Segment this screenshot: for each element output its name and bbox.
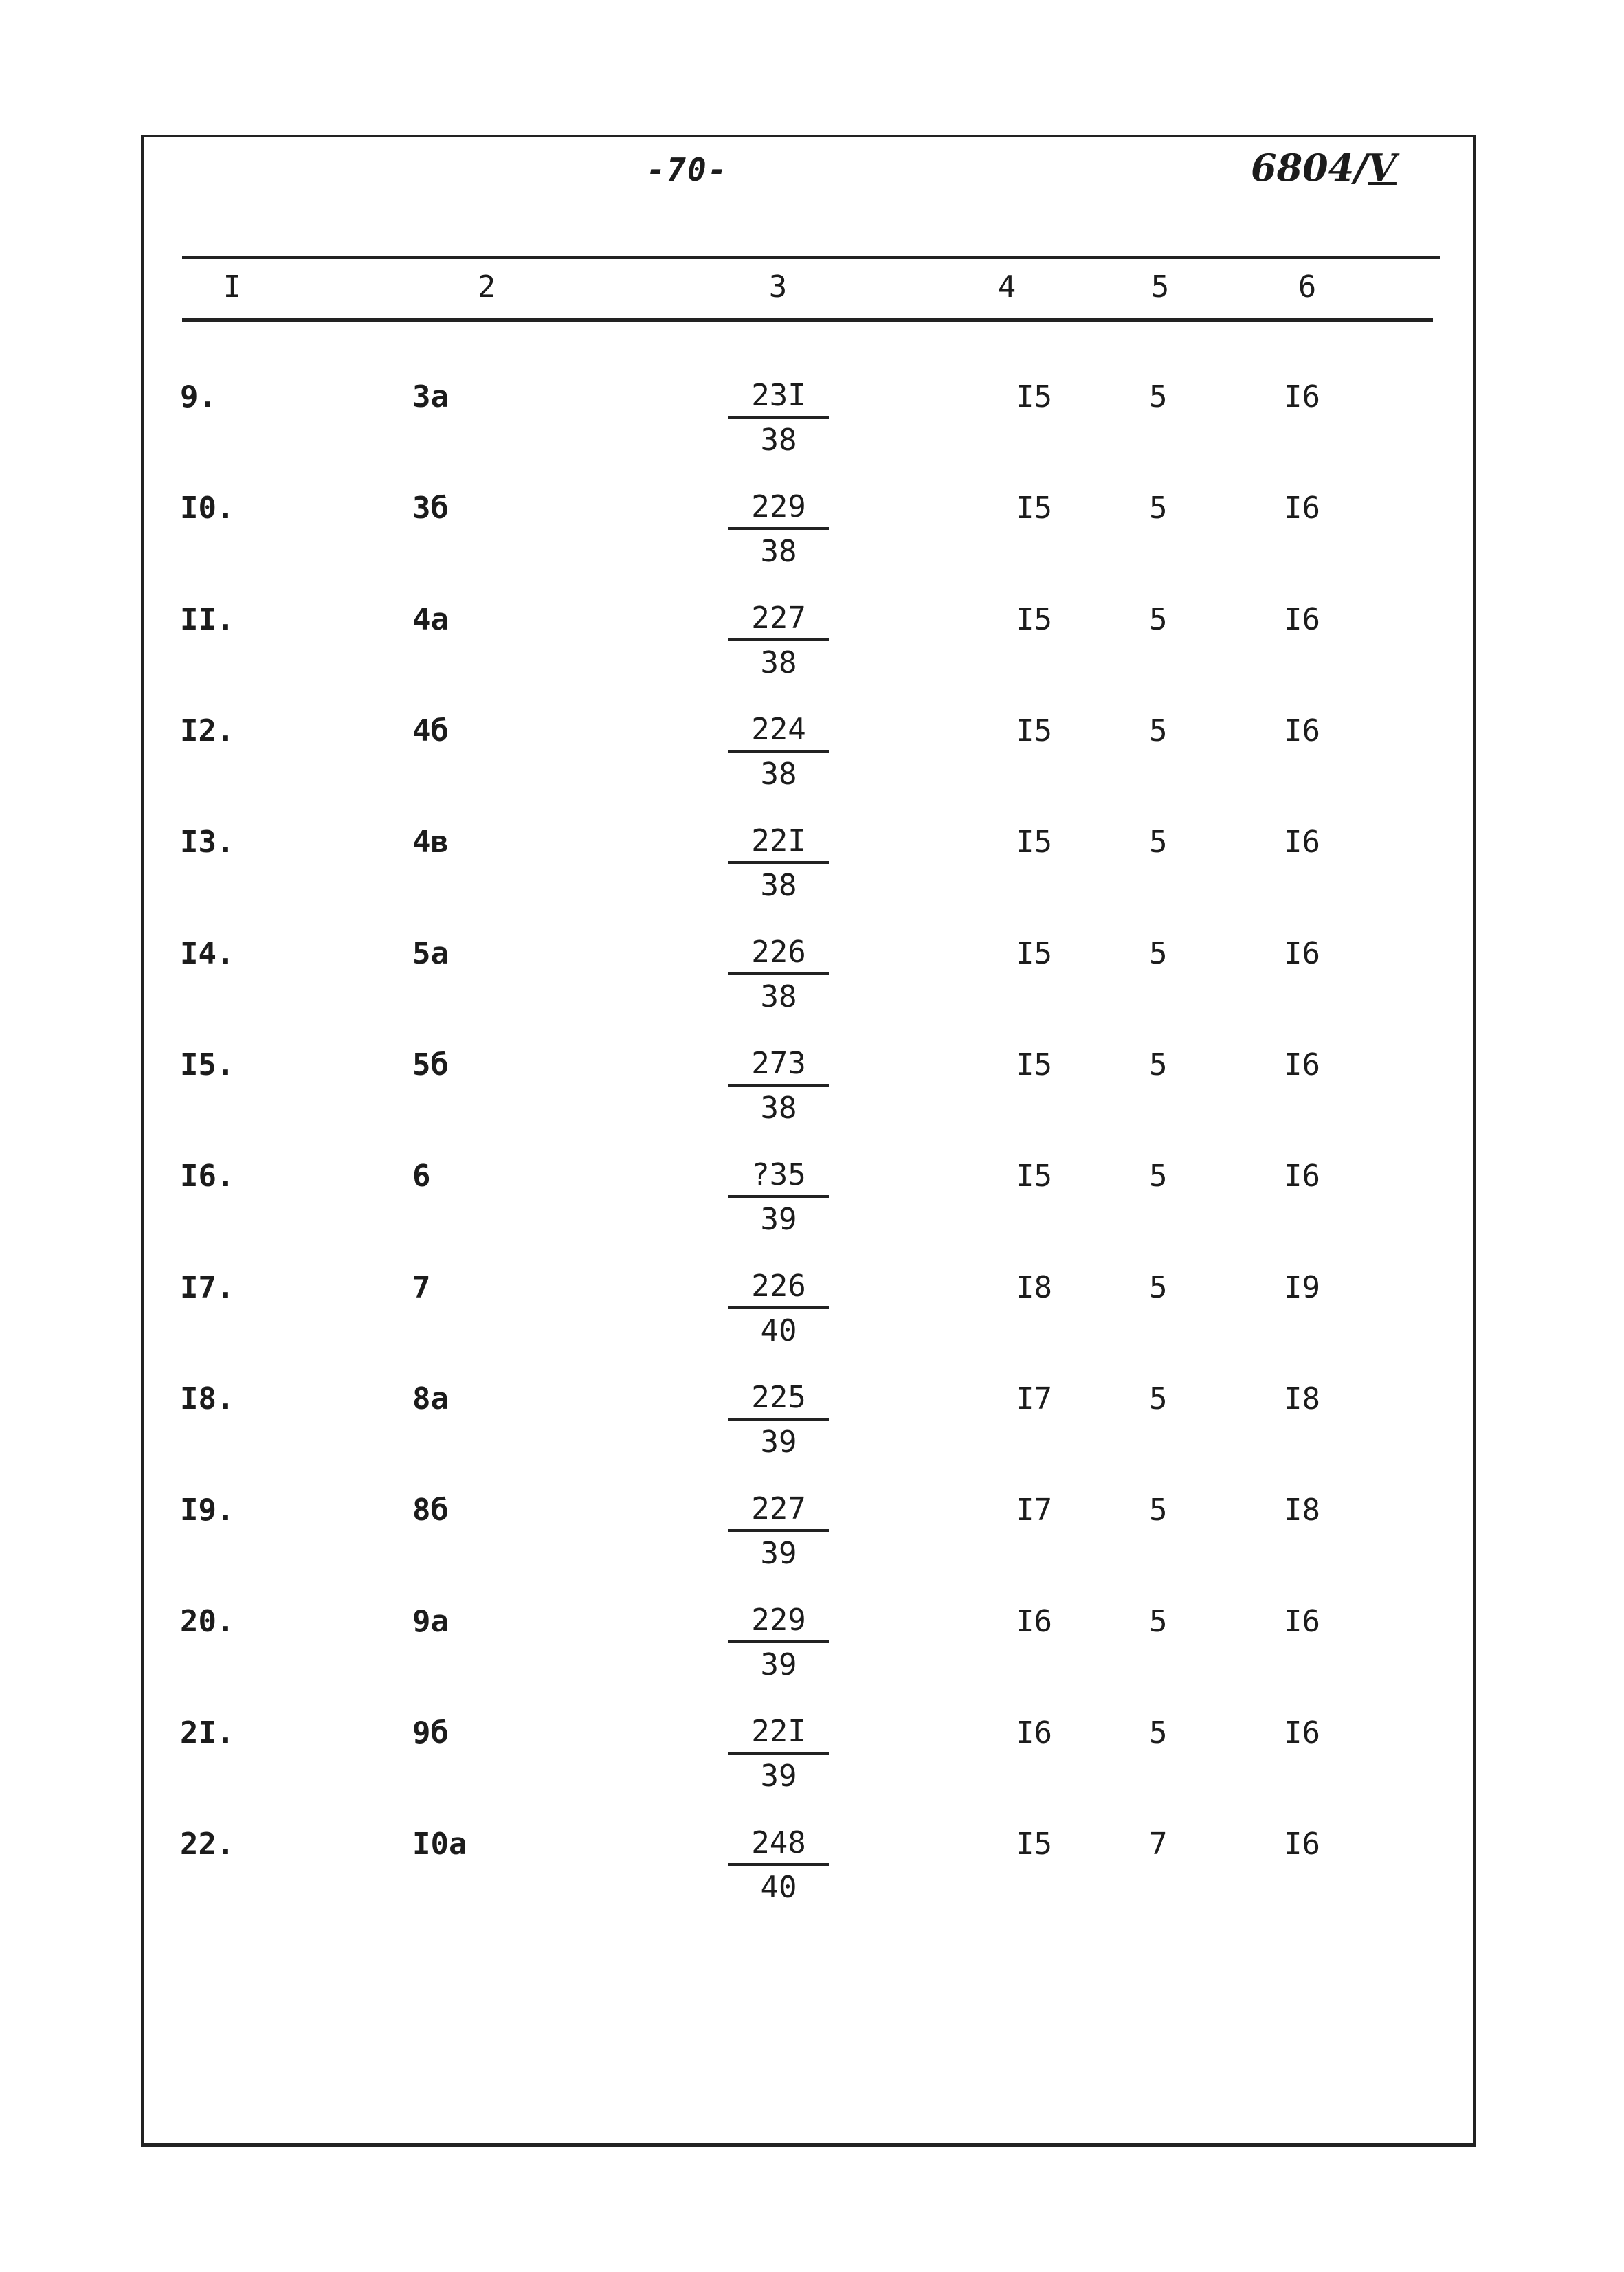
table-row bbox=[0, 491, 1624, 602]
plot-id: 7 bbox=[412, 1270, 431, 1305]
column-4-value: I7 bbox=[1016, 1381, 1052, 1416]
table-row bbox=[0, 1270, 1624, 1381]
column-5-value: 5 bbox=[1149, 1715, 1168, 1750]
column-4-value: I5 bbox=[1016, 379, 1052, 414]
column-4-value: I5 bbox=[1016, 1827, 1052, 1862]
row-number: 20. bbox=[180, 1604, 235, 1639]
fraction-denominator: 38 bbox=[760, 979, 797, 1014]
table-row bbox=[0, 1715, 1624, 1827]
plot-id: 4б bbox=[412, 713, 449, 748]
column-6-value: I6 bbox=[1284, 1827, 1320, 1862]
column-4-value: I5 bbox=[1016, 1159, 1052, 1194]
column-6-value: I8 bbox=[1284, 1381, 1320, 1416]
row-number: I2. bbox=[180, 713, 235, 748]
column-4-value: I6 bbox=[1016, 1604, 1052, 1639]
table-row bbox=[0, 713, 1624, 825]
table-row bbox=[0, 1381, 1624, 1493]
column-4-value: I5 bbox=[1016, 713, 1052, 748]
fraction bbox=[727, 1046, 830, 1126]
row-number: 2I. bbox=[180, 1715, 235, 1750]
column-header-4: 4 bbox=[997, 269, 1016, 304]
column-header-3: 3 bbox=[768, 269, 788, 304]
table-row bbox=[0, 1604, 1624, 1715]
column-5-value: 5 bbox=[1149, 491, 1168, 526]
column-6-value: I6 bbox=[1284, 1159, 1320, 1194]
row-number: I7. bbox=[180, 1270, 235, 1305]
column-header-1: I bbox=[223, 269, 242, 304]
fraction-numerator: 225 bbox=[728, 1380, 829, 1421]
column-4-value: I5 bbox=[1016, 602, 1052, 637]
fraction bbox=[727, 1491, 830, 1571]
column-4-value: I5 bbox=[1016, 825, 1052, 860]
fraction-denominator: 39 bbox=[760, 1647, 797, 1682]
column-header-5: 5 bbox=[1150, 269, 1170, 304]
table-header-rule bbox=[182, 318, 1433, 322]
fraction bbox=[727, 823, 830, 903]
archive-code-main: 6804/ bbox=[1251, 146, 1368, 190]
column-6-value: I6 bbox=[1284, 491, 1320, 526]
column-5-value: 5 bbox=[1149, 1047, 1168, 1082]
column-5-value: 5 bbox=[1149, 1493, 1168, 1528]
table-row bbox=[0, 1827, 1624, 1938]
page-number: -70- bbox=[646, 151, 728, 188]
row-number: 22. bbox=[180, 1827, 235, 1862]
column-4-value: I7 bbox=[1016, 1493, 1052, 1528]
fraction-numerator: 229 bbox=[728, 489, 829, 530]
archive-code-suffix: V bbox=[1368, 146, 1397, 190]
fraction-denominator: 40 bbox=[760, 1870, 797, 1905]
fraction bbox=[727, 601, 830, 680]
column-5-value: 5 bbox=[1149, 1604, 1168, 1639]
fraction-numerator: 23I bbox=[728, 378, 829, 419]
fraction-denominator: 40 bbox=[760, 1313, 797, 1348]
row-number: I4. bbox=[180, 936, 235, 971]
row-number: II. bbox=[180, 602, 235, 637]
fraction bbox=[727, 712, 830, 792]
column-6-value: I8 bbox=[1284, 1493, 1320, 1528]
column-5-value: 7 bbox=[1149, 1827, 1168, 1862]
column-4-value: I6 bbox=[1016, 1715, 1052, 1750]
fraction bbox=[727, 1157, 830, 1237]
table-row bbox=[0, 602, 1624, 713]
column-5-value: 5 bbox=[1149, 936, 1168, 971]
fraction-denominator: 38 bbox=[760, 645, 797, 680]
fraction-denominator: 38 bbox=[760, 868, 797, 903]
column-4-value: I5 bbox=[1016, 491, 1052, 526]
fraction bbox=[727, 1825, 830, 1905]
table-row bbox=[0, 825, 1624, 936]
column-5-value: 5 bbox=[1149, 379, 1168, 414]
column-6-value: I9 bbox=[1284, 1270, 1320, 1305]
fraction-denominator: 38 bbox=[760, 1091, 797, 1126]
archive-code bbox=[1251, 146, 1436, 190]
column-6-value: I6 bbox=[1284, 602, 1320, 637]
column-5-value: 5 bbox=[1149, 1381, 1168, 1416]
row-number: I3. bbox=[180, 825, 235, 860]
fraction-numerator: 227 bbox=[728, 1491, 829, 1532]
column-5-value: 5 bbox=[1149, 1159, 1168, 1194]
table-row bbox=[0, 1159, 1624, 1270]
column-4-value: I5 bbox=[1016, 936, 1052, 971]
row-number: I6. bbox=[180, 1159, 235, 1194]
column-6-value: I6 bbox=[1284, 1604, 1320, 1639]
fraction-numerator: 229 bbox=[728, 1603, 829, 1643]
row-number: I9. bbox=[180, 1493, 235, 1528]
fraction-numerator: 248 bbox=[728, 1825, 829, 1866]
row-number: 9. bbox=[180, 379, 216, 414]
plot-id: 5б bbox=[412, 1047, 449, 1082]
fraction-denominator: 39 bbox=[760, 1536, 797, 1571]
column-4-value: I5 bbox=[1016, 1047, 1052, 1082]
fraction bbox=[727, 935, 830, 1014]
fraction-denominator: 39 bbox=[760, 1425, 797, 1460]
fraction-denominator: 39 bbox=[760, 1202, 797, 1237]
plot-id: I0а bbox=[412, 1827, 467, 1862]
fraction bbox=[727, 378, 830, 458]
column-6-value: I6 bbox=[1284, 825, 1320, 860]
fraction-numerator: 224 bbox=[728, 712, 829, 753]
row-number: I0. bbox=[180, 491, 235, 526]
row-number: I5. bbox=[180, 1047, 235, 1082]
table-row bbox=[0, 1047, 1624, 1159]
column-header-6: 6 bbox=[1298, 269, 1317, 304]
column-6-value: I6 bbox=[1284, 1715, 1320, 1750]
column-6-value: I6 bbox=[1284, 379, 1320, 414]
table-row bbox=[0, 1493, 1624, 1604]
column-5-value: 5 bbox=[1149, 825, 1168, 860]
fraction bbox=[727, 1380, 830, 1460]
column-6-value: I6 bbox=[1284, 936, 1320, 971]
fraction bbox=[727, 1714, 830, 1794]
fraction-denominator: 38 bbox=[760, 423, 797, 458]
plot-id: 9б bbox=[412, 1715, 449, 1750]
fraction-numerator: 22I bbox=[728, 823, 829, 864]
plot-id: 8а bbox=[412, 1381, 449, 1416]
plot-id: 5а bbox=[412, 936, 449, 971]
row-number: I8. bbox=[180, 1381, 235, 1416]
column-6-value: I6 bbox=[1284, 713, 1320, 748]
fraction-denominator: 38 bbox=[760, 757, 797, 792]
plot-id: 9а bbox=[412, 1604, 449, 1639]
fraction-denominator: 38 bbox=[760, 534, 797, 569]
plot-id: 6 bbox=[412, 1159, 431, 1194]
plot-id: 4а bbox=[412, 602, 449, 637]
fraction-numerator: ?35 bbox=[728, 1157, 829, 1198]
fraction-denominator: 39 bbox=[760, 1759, 797, 1794]
fraction bbox=[727, 1603, 830, 1682]
fraction-numerator: 227 bbox=[728, 601, 829, 641]
table-top-rule bbox=[182, 256, 1440, 259]
column-5-value: 5 bbox=[1149, 602, 1168, 637]
plot-id: 4в bbox=[412, 825, 449, 860]
column-5-value: 5 bbox=[1149, 713, 1168, 748]
plot-id: 3а bbox=[412, 379, 449, 414]
column-5-value: 5 bbox=[1149, 1270, 1168, 1305]
fraction-numerator: 273 bbox=[728, 1046, 829, 1087]
fraction-numerator: 22I bbox=[728, 1714, 829, 1755]
column-header-2: 2 bbox=[477, 269, 496, 304]
fraction-numerator: 226 bbox=[728, 935, 829, 975]
column-4-value: I8 bbox=[1016, 1270, 1052, 1305]
plot-id: 8б bbox=[412, 1493, 449, 1528]
fraction-numerator: 226 bbox=[728, 1269, 829, 1309]
fraction bbox=[727, 489, 830, 569]
table-row bbox=[0, 936, 1624, 1047]
column-6-value: I6 bbox=[1284, 1047, 1320, 1082]
plot-id: 3б bbox=[412, 491, 449, 526]
fraction bbox=[727, 1269, 830, 1348]
table-row bbox=[0, 379, 1624, 491]
